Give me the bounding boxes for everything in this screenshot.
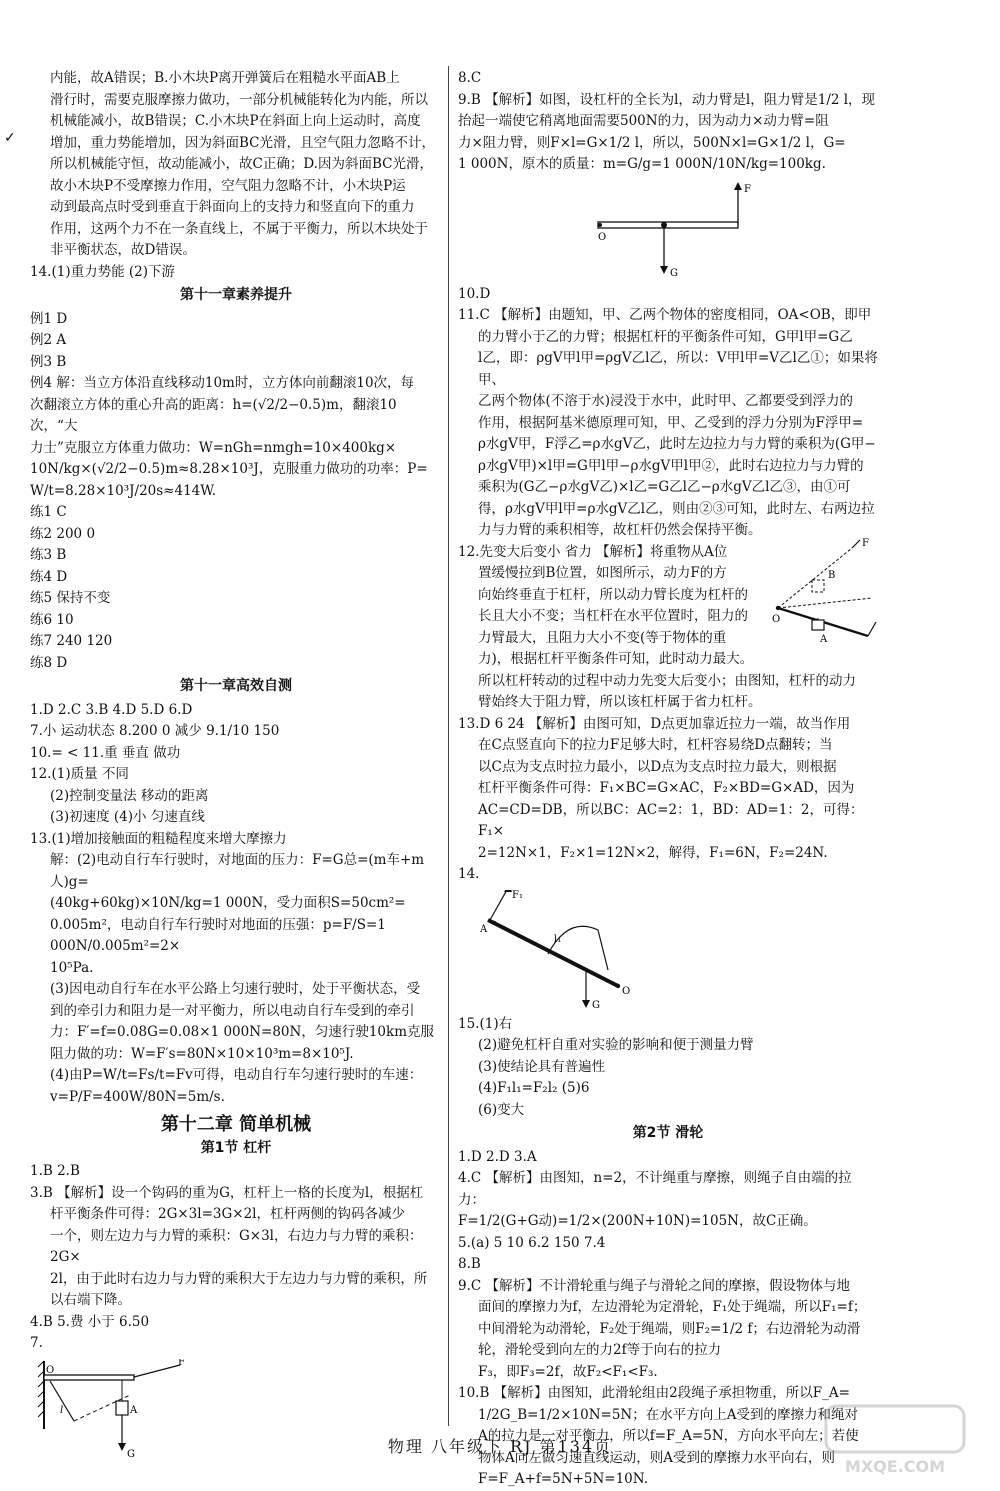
text-line: 故小木块P不受摩擦力作用，空气阻力忽略不计，小木块P运 (50, 177, 406, 194)
practice-6: 练6 10 (30, 611, 74, 628)
lever-answer-line: 杆平衡条件可得：2G×3l=3G×2l，杠杆两侧的钩码各减少 (50, 1206, 405, 1222)
watermark-logo (820, 1400, 970, 1480)
answer-11-line: 的力臂小于乙的力臂；根据杠杆的平衡条件可知，G甲l甲=G乙 (478, 328, 853, 345)
margin-mark: ✓ (4, 130, 16, 146)
test-line: 阻力做的功：W=F′s=80N×10×10³m=8×10⁵J. (50, 1045, 354, 1062)
text-line: 滑行时，需要克服摩擦力做功，一部分机械能转化为内能，所以 (50, 91, 428, 108)
example-1: 例1 D (30, 310, 68, 327)
answer-9-line: 1 000N，原木的质量：m=G/g=1 000N/10N/kg=100kg. (458, 156, 826, 172)
column-divider (448, 66, 449, 1426)
text-line: 机械能减小，故B错误；C.小木块P在斜面上向上运动时，高度 (50, 113, 421, 129)
text-line: 内能，故A错误；B.小木块P离开弹簧后在粗糙水平面AB上 (50, 70, 400, 86)
label-G: G (592, 999, 600, 1010)
lever-answer-line: 4.B 5.费 小于 6.50 (30, 1313, 150, 1330)
answer-15-line: (4)F₁l₁=F₂l₂ (5)6 (478, 1080, 590, 1096)
answer-12-line: 所以杠杆转动的过程中动力先变大后变小；由图知，杠杆的动力 (478, 672, 856, 689)
test-line: 10.= < 11.重 垂直 做功 (30, 744, 181, 761)
test-line: v=P/F=400W/80N=5m/s. (50, 1088, 225, 1105)
label-B: B (828, 569, 836, 581)
answer-11-line: 作用，根据阿基米德原理可知，甲、乙受到的浮力分别为F浮甲= (478, 414, 864, 431)
answer-15-line: (2)避免杠杆自重对实验的影响和便于测量力臂 (478, 1037, 754, 1053)
answer-13-line: 13.D 6 24 【解析】由图可知，D点更加靠近拉力一端，故当作用 (458, 715, 851, 732)
lever-diagram-q12 (772, 538, 882, 648)
answer-12-line: 力)，根据杠杆平衡条件可知，此时动力最大。 (478, 651, 754, 667)
test-line: 解：(2)电动自行车行驶时，对地面的压力：F=G总=(m车+m人)g= (50, 852, 425, 890)
practice-5: 练5 保持不变 (30, 590, 111, 606)
test-line: (3)初速度 (4)小 匀速直线 (50, 809, 205, 825)
example-4-line: 例4 解：当立方体沿直线移动10m时，立方体向前翻滚10次，每 (30, 375, 415, 391)
text-line: 动到最高点时受到垂直于斜面向上的支持力和竖直向下的重力 (50, 199, 415, 215)
practice-4: 练4 D (30, 568, 68, 585)
example-4-line: W/t=8.28×10³J/20s≈414W. (30, 482, 217, 499)
pulley-answer-line: 中间滑轮为动滑轮，F₂处于绳端，则F₂=1/2 f；右边滑轮为动滑 (478, 1320, 861, 1337)
section-heading-pulley: 第2节 滑轮 (632, 1125, 704, 1141)
test-line: 12.(1)质量 不同 (30, 766, 129, 782)
example-4-line: 10N/kg×(√2/2−0.5)m≈8.28×10³J，克服重力做功的功率：P= (30, 461, 428, 477)
answer-11-line: 乘积为(G乙−ρ水gV乙)×l乙=G乙l乙−ρ水gV乙l乙③，由①可 (478, 479, 851, 495)
pulley-answer-line: 1/2G_B=1/2×10N=5N；在水平方向上A受到的摩擦力和绳对 (478, 1406, 858, 1423)
answer-12-line: 12.先变大后变小 省力 【解析】将重物从A位 (458, 543, 728, 560)
answer-12-line: 力臂最大，且阻力大小不变(等于物体的重 (478, 629, 727, 646)
lever-answer-line: 2l，由于此时右边力与力臂的乘积大于左边力与力臂的乘积，所 (50, 1270, 428, 1287)
left-column (30, 68, 442, 1463)
lever-answer-line: 3.B 【解析】设一个钩码的重为G，杠杆上一格的长度为l，根据杠 (30, 1184, 424, 1201)
label-F1: F₁ (512, 889, 523, 901)
example-3: 例3 B (30, 353, 67, 370)
test-line: (3)因电动自行车在水平公路上匀速行驶时，处于平衡状态，受 (50, 981, 421, 997)
answer-13-line: 杠杆平衡条件可得：F₁×BC=G×AC，F₂×BD=G×AD，因为 (478, 780, 855, 796)
practice-2: 练2 200 0 (30, 525, 96, 542)
text-line: 增加，重力势能增加，因为斜面BC光滑，且空气阻力忽略不计， (50, 134, 435, 151)
practice-1: 练1 C (30, 504, 67, 520)
lever-answer-line: 一个，则左边力与力臂的乘积：G×3l，右边力与力臂的乘积：2G× (50, 1227, 423, 1265)
label-F: F (744, 183, 751, 195)
pulley-answer-line: A的拉力是一对平衡力，所以f=F_A=5N，方向水平向左；若使 (478, 1428, 859, 1444)
pulley-answer-line: 1.D 2.D 3.A (458, 1148, 537, 1165)
answer-15-line: (6)变大 (478, 1101, 525, 1118)
answer-11-line: 11.C 【解析】由题知，甲、乙两个物体的密度相同，OA<OB，即甲 (458, 307, 872, 323)
answer-9-line: 9.B 【解析】如图，设杠杆的全长为l，动力臂是l，阻力臂是1/2 l，现 (458, 91, 876, 108)
answer-13-line: AC=CD=DB，所以BC：AC=2：1，BD：AD=1：2，可得：F₁× (478, 801, 864, 839)
test-line: (40kg+60kg)×10N/kg=1 000N，受力面积S=50cm²= (50, 895, 406, 911)
lever-answer-line: 1.B 2.B (30, 1163, 80, 1179)
section-heading-lever: 第1节 杠杆 (200, 1139, 272, 1156)
answer-11-line: ρ水gV甲)×l甲=G甲l甲−ρ水gV甲l甲②，此时右边拉力与力臂的 (478, 457, 864, 474)
text-line: 作用，这两个力不在一条直线上，不属于平衡力，所以木块处于 (50, 220, 428, 237)
example-4-line: 次翻滚立方体的重心升高的距离：h=(√2/2−0.5)m，翻滚10次，“大 (30, 396, 397, 434)
label-O: O (46, 1364, 55, 1376)
practice-7: 练7 240 120 (30, 633, 113, 649)
pulley-answer-line: 8.B (458, 1256, 481, 1272)
practice-8: 练8 D (30, 654, 68, 671)
pulley-answer-line: 轮，滑轮受到向左的力2f等于向右的拉力 (478, 1342, 722, 1358)
label-F: F (178, 1358, 185, 1368)
test-line: (2)控制变量法 移动的距离 (50, 787, 209, 804)
label-O: O (772, 613, 781, 625)
test-line: (4)由P=W/t=Fs/t=Fv可得，电动自行车匀速行驶时的车速： (50, 1067, 423, 1083)
example-4-line: 力士”克服立方体重力做功：W=nGh=nmgh=10×400kg× (30, 439, 397, 456)
label-G: G (670, 267, 678, 279)
answer-11-line: 力与力臂的乘积相等，故杠杆仍然会保持平衡。 (478, 522, 762, 538)
right-column (458, 68, 878, 1491)
example-2: 例2 A (30, 332, 67, 348)
test-line: 13.(1)增加接触面的粗糙程度来增大摩擦力 (30, 830, 287, 847)
test-line: 7.小 运动状态 8.200 0 减少 9.1/10 150 (30, 723, 280, 739)
section-heading-literacy: 第十一章素养提升 (180, 287, 292, 303)
watermark-text: MXQE.COM (844, 1457, 946, 1476)
answer-13-line: 在C点竖直向下的拉力F足够大时，杠杆容易绕D点翻转；当 (478, 737, 833, 753)
page-footer: 物理 八年级下 RJ 第134页 (387, 1437, 613, 1456)
answer-12-line: 向始终垂直于杠杆，所以动力臂长度为杠杆的 (478, 586, 748, 603)
answer-11-line: ρ水gV甲，F浮乙=ρ水gV乙，此时左边拉力与力臂的乘积为(G甲− (478, 436, 876, 452)
lever-answer-line: 以右端下降。 (50, 1292, 131, 1308)
pulley-answer-line: F=F_A+f=5N+5N=10N. (478, 1471, 649, 1487)
pulley-answer-line: 面间的摩擦力为f，左边滑轮为定滑轮，F₁处于绳端，所以F₁=f； (478, 1299, 867, 1315)
answer-13-continued (30, 68, 442, 262)
answer-11-line: 乙两个物体(不溶于水)浸没于水中，此时甲、乙都要受到浮力的 (478, 393, 854, 409)
answer-8: 8.C (458, 70, 482, 86)
label-A: A (130, 1404, 138, 1416)
answer-10: 10.D (458, 285, 491, 302)
label-A: A (820, 633, 828, 645)
answer-12-line: 置缓慢拉到B位置，如图所示，动力F的方 (478, 565, 727, 581)
answer-12-line: 臂始终大于阻力臂，所以该杠杆属于省力杠杆。 (478, 694, 762, 710)
label-O: O (622, 985, 631, 997)
test-line: 0.005m²，电动自行车行驶时对地面的压强：p=F/S=1 000N/0.005m²=2× (50, 916, 386, 954)
section-heading-self-test: 第十一章高效自测 (180, 678, 292, 694)
pulley-answer-line: F=1/2(G+G动)=1/2×(200N+10N)=105N，故C正确。 (458, 1213, 817, 1229)
label-G: G (127, 1448, 135, 1459)
lever-diagram-q9 (458, 180, 878, 280)
lever-answer-line: 7. (30, 1335, 43, 1351)
text-line: 所以机械能守恒，故动能减小，故C正确；D.因为斜面BC光滑， (50, 156, 433, 172)
pulley-answer-line: F₃，即F₃=2f，故F₂<F₁<F₃. (478, 1363, 658, 1380)
pulley-answer-line: 4.C 【解析】由图知，n=2，不计绳重与摩擦，则绳子自由端的拉力： (458, 1170, 852, 1208)
pulley-answer-line: 物体A向左做匀速直线运动，则A受到的摩擦力水平向右，则 (478, 1449, 835, 1466)
test-line: 10⁵Pa. (50, 959, 94, 976)
answer-11-line: 得，ρ水gV甲l甲=ρ水gV乙l乙，则由②③可知，此时左、右两边拉 (478, 500, 875, 517)
test-line: 到的牵引力和阻力是一对平衡力，所以电动自行车受到的牵引 (50, 1002, 415, 1019)
practice-3: 练3 B (30, 547, 67, 563)
answer-13-line: 以C点为支点时拉力最小，以D点为支点时拉力最大，则根据 (478, 758, 837, 775)
label-A: A (480, 923, 488, 935)
answer-12-block (458, 537, 878, 714)
label-F: F (862, 537, 869, 549)
answer-9-line: 力×阻力臂，则F×l=G×1/2 l，所以，500N×l=G×1/2 l，G= (458, 134, 846, 151)
test-line: 1.D 2.C 3.B 4.D 5.D 6.D (30, 701, 193, 718)
answer-15-line: (3)使结论具有普遍性 (478, 1058, 606, 1075)
answer-12-line: 长且大小不变；当杠杆在水平位置时，阻力的 (478, 608, 748, 624)
answer-9-line: 抬起一端使它稍离地面需要500N的力，因为动力×动力臂=阻 (458, 113, 829, 129)
test-line: 力：F′=f=0.08G=0.08×1 000N=80N，匀速行驶10km克服 (50, 1024, 434, 1040)
answer-15-line: 15.(1)右 (458, 1015, 513, 1032)
pulley-answer-line: 10.B 【解析】由图知，此滑轮组由2段绳子承担物重，所以F_A= (458, 1385, 850, 1401)
pulley-answer-line: 5.(a) 5 10 6.2 150 7.4 (458, 1234, 606, 1251)
chapter-heading: 第十二章 简单机械 (160, 1114, 312, 1135)
answer-14: 14.(1)重力势能 (2)下游 (30, 263, 176, 280)
answer-13-line: 2=12N×1，F₂×1=12N×2，解得，F₁=6N，F₂=24N. (478, 844, 828, 861)
label-l1: l₁ (554, 933, 562, 945)
text-line: 非平衡状态，故D错误。 (50, 242, 196, 258)
label-l: l (60, 1404, 64, 1416)
label-O: O (598, 231, 607, 243)
lever-diagram-q14 (458, 890, 878, 1010)
answer-14-label: 14. (458, 866, 480, 882)
pulley-answer-line: 9.C 【解析】不计滑轮重与绳子与滑轮之间的摩擦，假设物体与地 (458, 1277, 851, 1294)
answer-11-line: l乙，即：ρgV甲l甲=ρgV乙l乙，所以：V甲l甲=V乙l乙①；如果将甲、 (478, 350, 878, 388)
